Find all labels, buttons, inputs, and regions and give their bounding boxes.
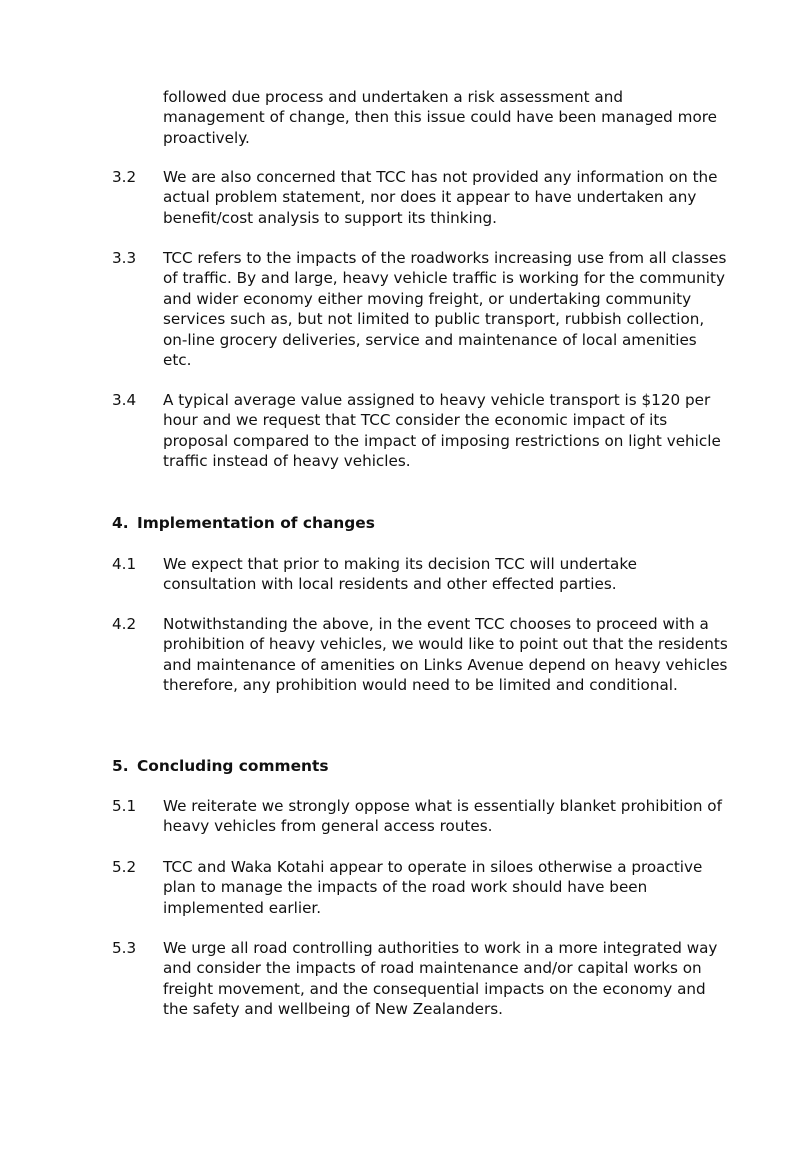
section-heading-5: [112, 756, 329, 776]
paragraph-number-3-4: 3.4: [112, 391, 137, 409]
section-heading-title: Implementation of changes: [137, 514, 375, 532]
paragraph-number-4-2: 4.2: [112, 615, 137, 633]
paragraph-4-1: We expect that prior to making its decision TCC will undertake consultation with local residents and other effected parties.: [163, 555, 637, 594]
paragraph-5-2: TCC and Waka Kotahi appear to operate in siloes otherwise a proactive plan to manage the impacts of the road work should have been implemented earlier.: [163, 858, 703, 917]
continuation-paragraph: followed due process and undertaken a risk assessment and management of change, then this issue could have been managed more proactively.: [163, 88, 717, 147]
paragraph-number-3-3: 3.3: [112, 249, 137, 267]
paragraph-3-2: We are also concerned that TCC has not provided any information on the actual problem statement, nor does it appear to have undertaken any benefit/cost analysis to support its thinking.: [163, 168, 718, 227]
paragraph-4-2: Notwithstanding the above, in the event TCC chooses to proceed with a prohibition of heavy vehicles, we would like to point out that the residents and maintenance of amenities on Links Avenue depend on heavy vehicles therefore, any prohibition would need to be limited and conditional.: [163, 615, 728, 695]
paragraph-number-4-1: 4.1: [112, 555, 137, 573]
section-heading-number: 4.: [112, 514, 129, 532]
paragraph-number-5-3: 5.3: [112, 939, 137, 957]
section-heading-4: [112, 513, 375, 533]
paragraph-number-3-2: 3.2: [112, 168, 137, 186]
paragraph-5-3: We urge all road controlling authorities to work in a more integrated way and consider the impacts of road maintenance and/or capital works on freight movement, and the consequential impacts on the economy and the safety and wellbeing of New Zealanders.: [163, 939, 718, 1019]
section-heading-title: Concluding comments: [137, 757, 329, 775]
paragraph-number-5-2: 5.2: [112, 858, 137, 876]
paragraph-number-5-1: 5.1: [112, 797, 137, 815]
paragraph-5-1: We reiterate we strongly oppose what is essentially blanket prohibition of heavy vehicles from general access routes.: [163, 797, 722, 836]
paragraph-3-3: TCC refers to the impacts of the roadworks increasing use from all classes of traffic. By and large, heavy vehicle traffic is working for the community and wider economy either moving freight, or undertaking community services such as, but not limited to public transport, rubbish collection, on-line grocery deliveries, service and maintenance of local amenities etc.: [163, 249, 727, 370]
section-heading-number: 5.: [112, 757, 129, 775]
paragraph-3-4: A typical average value assigned to heavy vehicle transport is $120 per hour and we request that TCC consider the economic impact of its proposal compared to the impact of imposing restrictions on light vehicle traffic instead of heavy vehicles.: [163, 391, 721, 471]
